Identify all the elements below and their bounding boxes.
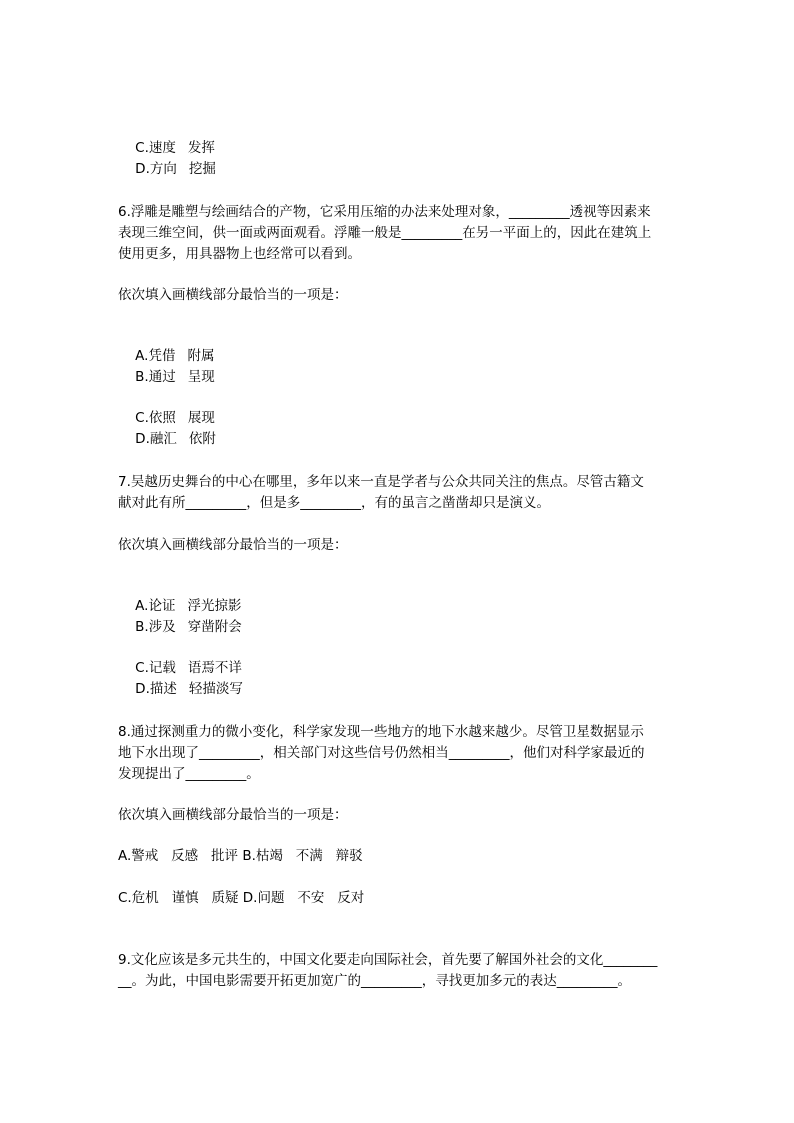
option-label: D.方向 bbox=[135, 161, 177, 177]
option-label: A.论证 bbox=[135, 598, 176, 614]
option-label: D.描述 bbox=[135, 681, 177, 697]
option-label: A.凭借 bbox=[135, 348, 176, 364]
option-label: B.涉及 bbox=[135, 619, 176, 635]
q8-options-row-1: A.警戒 反感 批评 B.枯竭 不满 辩驳 bbox=[118, 848, 363, 864]
q5-option-d bbox=[118, 139, 216, 199]
q7-stem-line-2: 献对此有所_________，但是多_________，有的虽言之凿凿却只是演义。 bbox=[118, 495, 550, 511]
option-word: 语焉不详 bbox=[187, 660, 242, 676]
q7-option-d bbox=[118, 659, 243, 719]
option-label: C.依照 bbox=[135, 410, 176, 426]
q6-stem-line-2: 表现三维空间，供一面或两面观看。浮雕一般是_________在另一平面上的，因此在建筑上 bbox=[118, 225, 652, 241]
option-word: 展现 bbox=[187, 410, 215, 426]
q8-stem-line-1: 8.通过探测重力的微小变化，科学家发现一些地方的地下水越来越少。尽管卫星数据显示 bbox=[118, 724, 644, 740]
option-label: D.融汇 bbox=[135, 431, 177, 447]
option-word: 轻描淡写 bbox=[188, 681, 243, 697]
option-label: B.通过 bbox=[135, 369, 176, 385]
q8-stem-line-3: 发现提出了_________。 bbox=[118, 766, 260, 782]
q8-stem-line-2: 地下水出现了_________，相关部门对这些信号仍然相当_________，他们对科学家最近的 bbox=[118, 745, 645, 761]
q7-stem-line-1: 7.吴越历史舞台的中心在哪里，多年以来一直是学者与公众共同关注的焦点。尽管古籍文 bbox=[118, 474, 644, 490]
option-label: C.记载 bbox=[135, 660, 176, 676]
option-word: 穿凿附会 bbox=[187, 619, 242, 635]
option-word: 挖掘 bbox=[188, 161, 216, 177]
option-word: 发挥 bbox=[187, 140, 215, 156]
q6-stem-line-1: 6.浮雕是雕塑与绘画结合的产物，它采用压缩的办法来处理对象，_________透视等因素来 bbox=[118, 204, 651, 220]
option-word: 呈现 bbox=[187, 369, 215, 385]
q9-stem-line-2: __。为此，中国电影需要开拓更加宽广的_________，寻找更加多元的表达_________。 bbox=[118, 973, 631, 989]
q6-stem-line-3: 使用更多，用具器物上也经常可以看到。 bbox=[118, 246, 361, 262]
q6-option-d bbox=[118, 409, 216, 469]
q6-prompt: 依次填入画横线部分最恰当的一项是： bbox=[118, 287, 348, 303]
option-word: 附属 bbox=[187, 348, 215, 364]
q7-prompt: 依次填入画横线部分最恰当的一项是： bbox=[118, 537, 348, 553]
option-word: 浮光掠影 bbox=[187, 598, 242, 614]
q8-options-row-2: C.危机 谨慎 质疑 D.问题 不安 反对 bbox=[118, 890, 365, 906]
q8-prompt: 依次填入画横线部分最恰当的一项是： bbox=[118, 807, 348, 823]
option-word: 依附 bbox=[188, 431, 216, 447]
q9-stem-line-1: 9.文化应该是多元共生的，中国文化要走向国际社会，首先要了解国外社会的文化________ bbox=[118, 952, 658, 968]
option-label: C.速度 bbox=[135, 140, 176, 156]
